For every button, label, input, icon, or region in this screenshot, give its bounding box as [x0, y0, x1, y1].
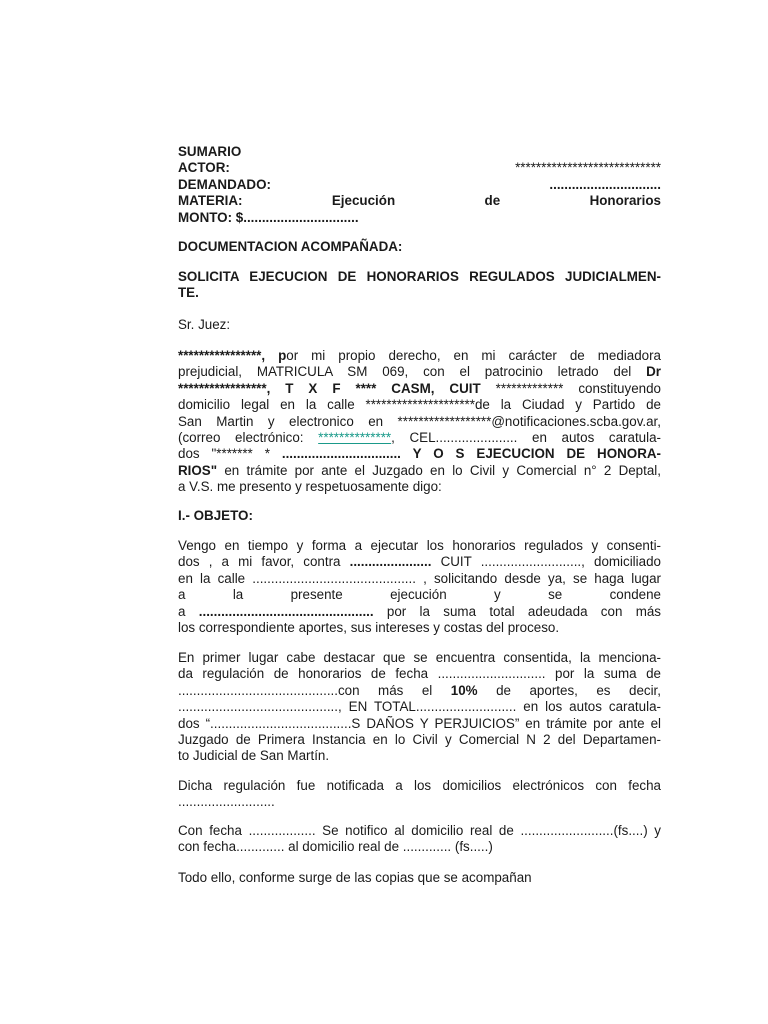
text-line [178, 193, 661, 209]
text-line [178, 144, 661, 160]
text-run: TE. [178, 285, 199, 301]
text-run: or mi propio derecho, en mi carácter de mediadora [286, 348, 661, 363]
text-run: RIOS" [178, 462, 218, 478]
text-run: de aportes, es decir, [477, 682, 661, 698]
text-line [178, 587, 661, 603]
text-run: Dicha regulación fue notificada a los domicilios electrónicos con fecha [178, 778, 661, 793]
text-run: en trámite por ante el Juzgado en lo Civil y Comercial n° 2 Deptal, [217, 462, 661, 478]
text-line [178, 732, 661, 748]
text-line [178, 414, 661, 430]
text-run: por la suma total adeudada con más [373, 603, 661, 619]
text-line [178, 160, 661, 176]
salutation [178, 317, 661, 333]
text-line [178, 554, 661, 570]
email-link[interactable]: ************** [318, 429, 392, 445]
text-line [178, 699, 661, 715]
text-run: ...................... [349, 554, 432, 570]
text-line [178, 285, 661, 301]
text-run: ............................................... [198, 603, 374, 619]
text-line [178, 604, 661, 620]
text-run: con fecha............. al domicilio real de ............. (fs.....) [178, 839, 493, 855]
text-run: ************* constituyendo [480, 380, 661, 396]
sumario-header [178, 144, 661, 226]
documentacion-heading [178, 239, 661, 255]
text-run: domicilio legal en la calle *********************de la Ciudad y Partido de [178, 397, 661, 413]
text-run: a V.S. me presento y respetuosamente digo: [178, 479, 442, 495]
text-line [178, 650, 661, 666]
text-line [178, 210, 661, 226]
text-run: dos , a mi favor, contra [178, 554, 350, 570]
conclusion-paragraph [178, 870, 661, 886]
objeto-paragraph [178, 538, 661, 636]
text-run: Vengo en tiempo y forma a ejecutar los honorarios regulados y consenti- [178, 538, 661, 553]
text-run: da regulación de honorarios de fecha ............................. por la suma de [178, 666, 661, 682]
text-line [178, 317, 661, 333]
text-line [178, 269, 661, 285]
text-run: a [178, 603, 199, 619]
text-run: Juzgado de Primera Instancia en lo Civil y Comercial N 2 del Departamen- [178, 731, 661, 747]
text-line [178, 683, 661, 699]
text-run: dos "******* * [178, 446, 282, 462]
text-run: **************************** [229, 160, 661, 176]
text-run: Dr [646, 364, 661, 380]
text-line [178, 778, 661, 794]
text-run: MONTO: $............................... [178, 209, 359, 225]
text-run: I.- OBJETO: [178, 508, 253, 523]
text-line [178, 239, 661, 255]
text-run: DEMANDADO: [178, 176, 271, 192]
text-line [178, 839, 661, 855]
text-line [178, 463, 661, 479]
text-line [178, 479, 661, 495]
text-run: Sr. Juez: [178, 317, 231, 332]
text-line [178, 571, 661, 587]
fechas-paragraph [178, 823, 661, 856]
text-run: Todo ello, conforme surge de las copias que se acompañan [178, 870, 532, 885]
text-run: 10% [450, 682, 478, 698]
text-line [178, 397, 661, 413]
text-line [178, 364, 661, 380]
text-line [178, 794, 661, 810]
text-run: ACTOR: [178, 160, 230, 176]
text-line [178, 748, 661, 764]
text-run: dos “......................................S DAÑOS Y PERJUICIOS” en trámite por ante el [178, 715, 661, 731]
text-run: En primer lugar cabe destacar que se encuentra consentida, la menciona- [178, 650, 661, 665]
text-run: .......................... [178, 794, 275, 810]
text-line [178, 381, 661, 397]
regulacion-paragraph [178, 650, 661, 765]
text-run: ................................ Y O S EJECUCION DE HONORA- [281, 446, 661, 462]
text-run: SUMARIO [178, 144, 242, 159]
text-run: en la calle ............................................ , solicitando desde ya, se haga lugar [178, 570, 661, 586]
text-line [178, 620, 661, 636]
text-run: CUIT ..........................., domiciliado [431, 554, 661, 570]
text-run: prejudicial, MATRICULA SM 069, con el patrocinio letrado del [178, 364, 647, 380]
text-run: SOLICITA EJECUCION DE HONORARIOS REGULADOS JUDICIALMEN- [178, 269, 661, 284]
notificacion-paragraph [178, 778, 661, 811]
text-line [178, 823, 661, 839]
text-run: to Judicial de San Martín. [178, 748, 330, 764]
text-line [178, 177, 661, 193]
text-line [178, 666, 661, 682]
text-line [178, 508, 661, 524]
text-run: , CEL...................... en autos caratula- [391, 429, 661, 445]
text-line [178, 870, 661, 886]
text-run: DOCUMENTACION ACOMPAÑADA: [178, 239, 403, 254]
solicita-heading [178, 269, 661, 302]
text-run: a la presente ejecución y se condene [178, 587, 661, 603]
text-line [178, 538, 661, 554]
text-line [178, 430, 661, 446]
text-run: .............................. [270, 176, 661, 192]
text-line [178, 446, 661, 462]
text-line [178, 716, 661, 732]
text-run: (correo electrónico: [178, 429, 319, 445]
text-run: ..........................................., EN TOTAL........................... en los autos caratula- [178, 699, 661, 715]
presentation-paragraph [178, 348, 661, 496]
text-run: ...........................................con más el [178, 682, 451, 698]
text-run: ****************, p [178, 348, 287, 363]
text-run: los correspondiente aportes, sus intereses y costas del proceso. [178, 619, 560, 635]
text-run: *****************, T X F **** CASM, CUIT [178, 380, 481, 396]
text-line [178, 348, 661, 364]
objeto-heading [178, 508, 661, 524]
text-run: Con fecha .................. Se notifico al domicilio real de .........................(fs....) y [178, 823, 661, 838]
text-run: San Martin y electronico en ******************@notificaciones.scba.gov.ar, [178, 413, 661, 429]
text-run: MATERIA: Ejecución de Honorarios [178, 193, 661, 209]
